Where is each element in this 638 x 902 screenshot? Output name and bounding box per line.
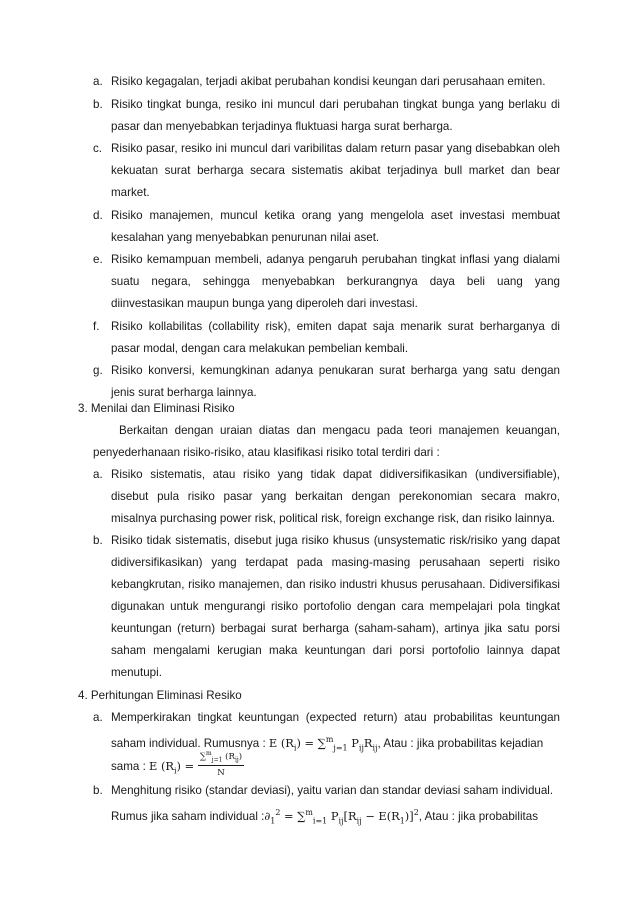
item-a-text: saham individual. Rumusnya : [111,736,266,750]
item-a-line: Memperkirakan tingkat keuntungan (expected return) atau probabilitas keuntungan [111,711,560,724]
risk-item-line: kekuatan surat berharga secara sistematis akibat terjadinya bull market dan bear [111,164,560,177]
list-marker: f. [93,319,100,333]
risk-item-line: pasar modal, dengan cara melakukan pembelian kembali. [111,341,409,355]
item-a-formula-line [111,733,560,755]
list-marker: g. [93,364,103,377]
fraction-numerator: ∑$^m_{j=1}$ $(R_{ij})$ [199,750,243,764]
item-b-text: , Atau : jika probabilitas [418,809,538,823]
fraction-bar [198,765,244,766]
item-b-text: Rumus jika saham individual : [111,809,265,823]
section-3-intro-line: Berkaitan dengan uraian diatas dan mengacu pada teori manajemen keuangan, [119,424,560,437]
item-b-line: Menghitung risiko (standar deviasi), yaitu varian dan standar deviasi saham individual. [111,784,554,797]
list-marker: b. [93,534,103,547]
list-marker: a. [93,711,103,724]
list-marker: c. [93,142,103,155]
risk-item-line: Risiko manajemen, muncul ketika orang yang mengelola aset investasi membuat [111,208,560,222]
classification-item-line: menutupi. [111,666,162,679]
variance-formula: $\partial_1^2 = \sum^m_{i=1}$ $P_{ij}[R_{ij} - E(R_1)]^2$ [264,808,419,826]
classification-item-line: saham mengalami kerugian maka keuntungan dari porsi portofolio lainnya dapat [111,644,560,657]
item-a-text: sama : [111,760,150,773]
item-a-text: , Atau : jika probabilitas kejadian [377,736,544,750]
risk-item-line: pasar dan menyebabkan terjadinya fluktuasi harga surat berharga. [111,119,453,133]
risk-item-line: Risiko tingkat bunga, resiko ini muncul dari perubahan tingkat bunga yang berlaku di [111,97,560,111]
section-3-heading: 3. Menilai dan Eliminasi Risiko [78,402,235,415]
list-marker: b. [93,784,103,797]
section-3-intro-line: penyederhanaan risiko-risiko, atau klasifikasi risiko total terdiri dari : [93,446,440,459]
item-b-formula-line [111,806,560,828]
classification-item-line: digunakan untuk mengurangi risiko portofolio dengan cara mempelajari pola tingkat [111,600,560,613]
risk-item-line: diinvestasikan maupun bunga yang diperoleh dari investasi. [111,297,418,310]
risk-item-line: market. [111,186,150,199]
risk-item-line: jenis surat berharga lainnya. [111,386,257,399]
risk-item-line: Risiko kollabilitas (collability risk), emiten dapat saja menarik surat berharganya di [111,319,560,333]
classification-item-line: Risiko tidak sistematis, disebut juga risiko khusus (unsystematic risk/risiko yang dapat [111,534,560,547]
list-marker: e. [93,253,103,266]
risk-item-line: Risiko pasar, resiko ini muncul dari varibilitas dalam return pasar yang disebabkan oleh [111,142,560,155]
classification-item-line: keuntungan (return) berbagai surat berharga (saham-saham), artinya jika satu porsi [111,622,560,635]
list-marker: b. [93,97,103,111]
section-4-heading: 4. Perhitungan Eliminasi Resiko [78,689,242,702]
risk-item-line: Risiko konversi, kemungkinan adanya penukaran surat berharga yang satu dengan [111,364,560,377]
classification-item-line: misalnya purchasing power risk, political risk, foreign exchange risk, dan risiko lainnya. [111,512,555,525]
risk-item-line: Risiko kegagalan, terjadi akibat perubahan kondisi keungan dari perusahaan emiten. [111,75,546,88]
list-marker: a. [93,75,103,88]
risk-item-line: Risiko kemampuan membeli, adanya pengaruh perubahan tingkat inflasi yang dialami [111,253,560,266]
risk-item-line: suatu negara, sehingga menyebabkan berkurangnya daya beli uang yang [111,275,560,288]
expected-return-lhs: E $(R_i)$ = [149,759,195,776]
item-a-equal-prob-line [111,759,194,778]
risk-item-line: kesalahan yang menyebabkan penurunan nilai aset. [111,230,380,244]
list-marker: a. [93,468,103,481]
classification-item-line: didiversifikasikan) yang terdapat pada masing-masing perusahaan seperti risiko [111,556,560,569]
classification-item-line: kebangkrutan, risiko manajemen, dan risiko industri khusus perusahaan. Didiversifikasi [111,578,560,591]
classification-item-line: disebut pula risiko pasar yang berkaitan dengan perekonomian secara makro, [111,490,560,503]
classification-item-line: Risiko sistematis, atau risiko yang tidak dapat didiversifikasikan (undiversifiable), [111,468,560,481]
fraction-denominator: N [217,768,225,778]
list-marker: d. [93,208,103,222]
expected-return-formula: E $(R_i) = \sum^m_{j=1}$ $P_{ij}R_{ij}$ [268,735,378,753]
